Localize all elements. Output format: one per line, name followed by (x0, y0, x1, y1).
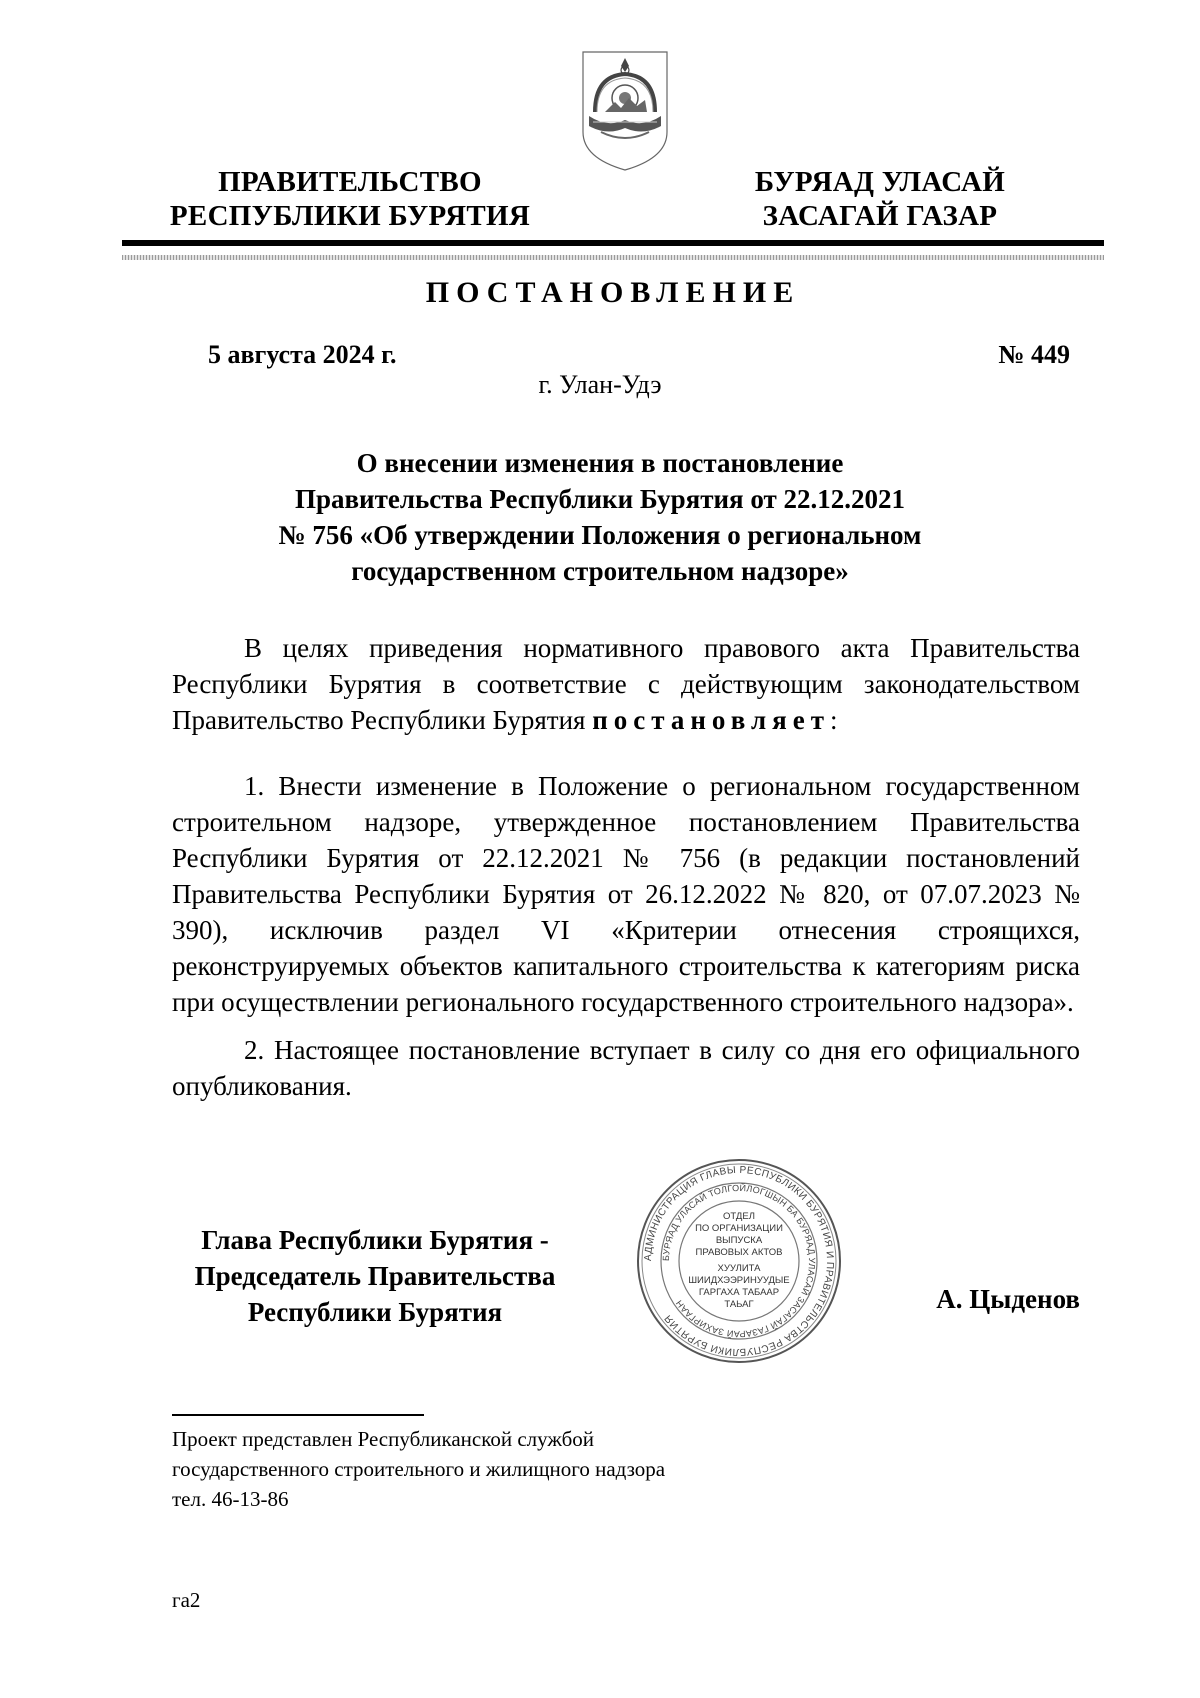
seal-outer-ring-text: АДМИНИСТРАЦИЯ ГЛАВЫ РЕСПУБЛИКИ БУРЯТИЯ И ПРАВИТЕЛЬСТВА РЕСПУБЛИКИ БУРЯТИЯ (642, 1164, 836, 1358)
item-1-text: 1. Внести изменение в Положение о региональном государственном строительном надзоре, утвержденное постановлением Правительства Республики Бурятия от 22.12.2021 № 756 (в редакции постановлений Правительства Республики Бурятия от 26.12.2022 № 820, от 07.07.2023 № 390), исключив раздел VI «Критерии отнесения строящихся, реконструируемых объектов капитального строительства к категориям риска при осуществлении регионального государственного строительного надзора». (172, 771, 1080, 1017)
document-subject (220, 445, 980, 589)
subject-line: О внесении изменения в постановление (356, 448, 844, 478)
header-divider-thick (122, 240, 1104, 246)
document-code: га2 (172, 1588, 201, 1612)
resolution-keyword: постановляет (592, 705, 830, 735)
seal-center-line: ГАРГАХА ТАБААР (698, 1287, 780, 1298)
subject-line: государственном строительном надзоре» (351, 556, 849, 586)
header-right-line-2: ЗАСАГАЙ ГАЗАР (762, 200, 998, 232)
seal-center-line: ШИИДХЭЭРИНУУДЫЕ (688, 1275, 790, 1286)
item-2-paragraph (172, 1032, 1080, 1104)
header-left-line-1: ПРАВИТЕЛЬСТВО (218, 166, 482, 198)
document-city: г. Улан-Удэ (538, 370, 662, 399)
official-seal (634, 1156, 844, 1366)
seal-center-line: ПРАВОВЫХ АКТОВ (695, 1247, 783, 1258)
header-right-line-1: БУРЯАД УЛАСАЙ (754, 166, 1006, 198)
subject-line: Правительства Республики Бурятия от 22.12.2021 (294, 484, 906, 514)
document-type-title: ПОСТАНОВЛЕНИЕ (425, 276, 801, 309)
seal-center-line: ХУУЛИТА (717, 1263, 761, 1274)
seal-center-line: ТАЬАГ (724, 1299, 754, 1310)
signatory-position-line: Республики Бурятия (247, 1297, 503, 1327)
header-left-line-2: РЕСПУБЛИКИ БУРЯТИЯ (169, 200, 531, 232)
signatory-position-line: Глава Республики Бурятия - (201, 1225, 549, 1255)
subject-line: № 756 «Об утверждении Положения о региональном (278, 520, 922, 550)
government-name-russian (160, 165, 540, 233)
svg-text:АДМИНИСТРАЦИЯ ГЛАВЫ РЕСПУБЛИКИ (643, 1165, 835, 1357)
footnote (172, 1424, 872, 1514)
seal-center-line: ОТДЕЛ (723, 1211, 755, 1222)
signatory-name: А. Цыденов (936, 1284, 1080, 1314)
document-number: № 449 (998, 340, 1070, 369)
footnote-line: тел. 46-13-86 (172, 1487, 289, 1511)
footnote-divider (172, 1414, 424, 1416)
signatory-position-line: Председатель Правительства (194, 1261, 556, 1291)
preamble-colon: : (829, 705, 838, 735)
footnote-line: Проект представлен Республиканской службой (172, 1427, 595, 1451)
header-divider-thin (122, 255, 1104, 260)
preamble-paragraph (172, 630, 1080, 738)
signatory-position (170, 1222, 580, 1330)
seal-inner-ring-text: БУРЯАД УЛАСАЙ ТОЛГОЙЛОГШЫН БА БУРЯАД УЛАСАЙ ЗАСАГАЙ ГАЗАРАЙ ЗАХИРГААН (660, 1182, 818, 1340)
government-name-buryat (735, 165, 1025, 233)
item-1-paragraph (172, 768, 1080, 1020)
seal-center-line: ПО ОРГАНИЗАЦИИ (695, 1223, 783, 1234)
seal-center-line: ВЫПУСКА (715, 1235, 763, 1246)
item-2-text: 2. Настоящее постановление вступает в силу со дня его официального опубликования. (172, 1035, 1080, 1101)
document-date: 5 августа 2024 г. (208, 340, 397, 369)
footnote-line: государственного строительного и жилищного надзора (172, 1457, 666, 1481)
emblem-icon (581, 50, 669, 172)
seal-icon (634, 1156, 844, 1366)
svg-text:БУРЯАД УЛАСАЙ ТОЛГОЙЛОГШЫН БА (661, 1182, 817, 1340)
preamble-text: В целях приведения нормативного правового акта Правительства Республики Бурятия в соответствие с действующим законодательством Правительство Республики Бурятия (172, 633, 1080, 735)
